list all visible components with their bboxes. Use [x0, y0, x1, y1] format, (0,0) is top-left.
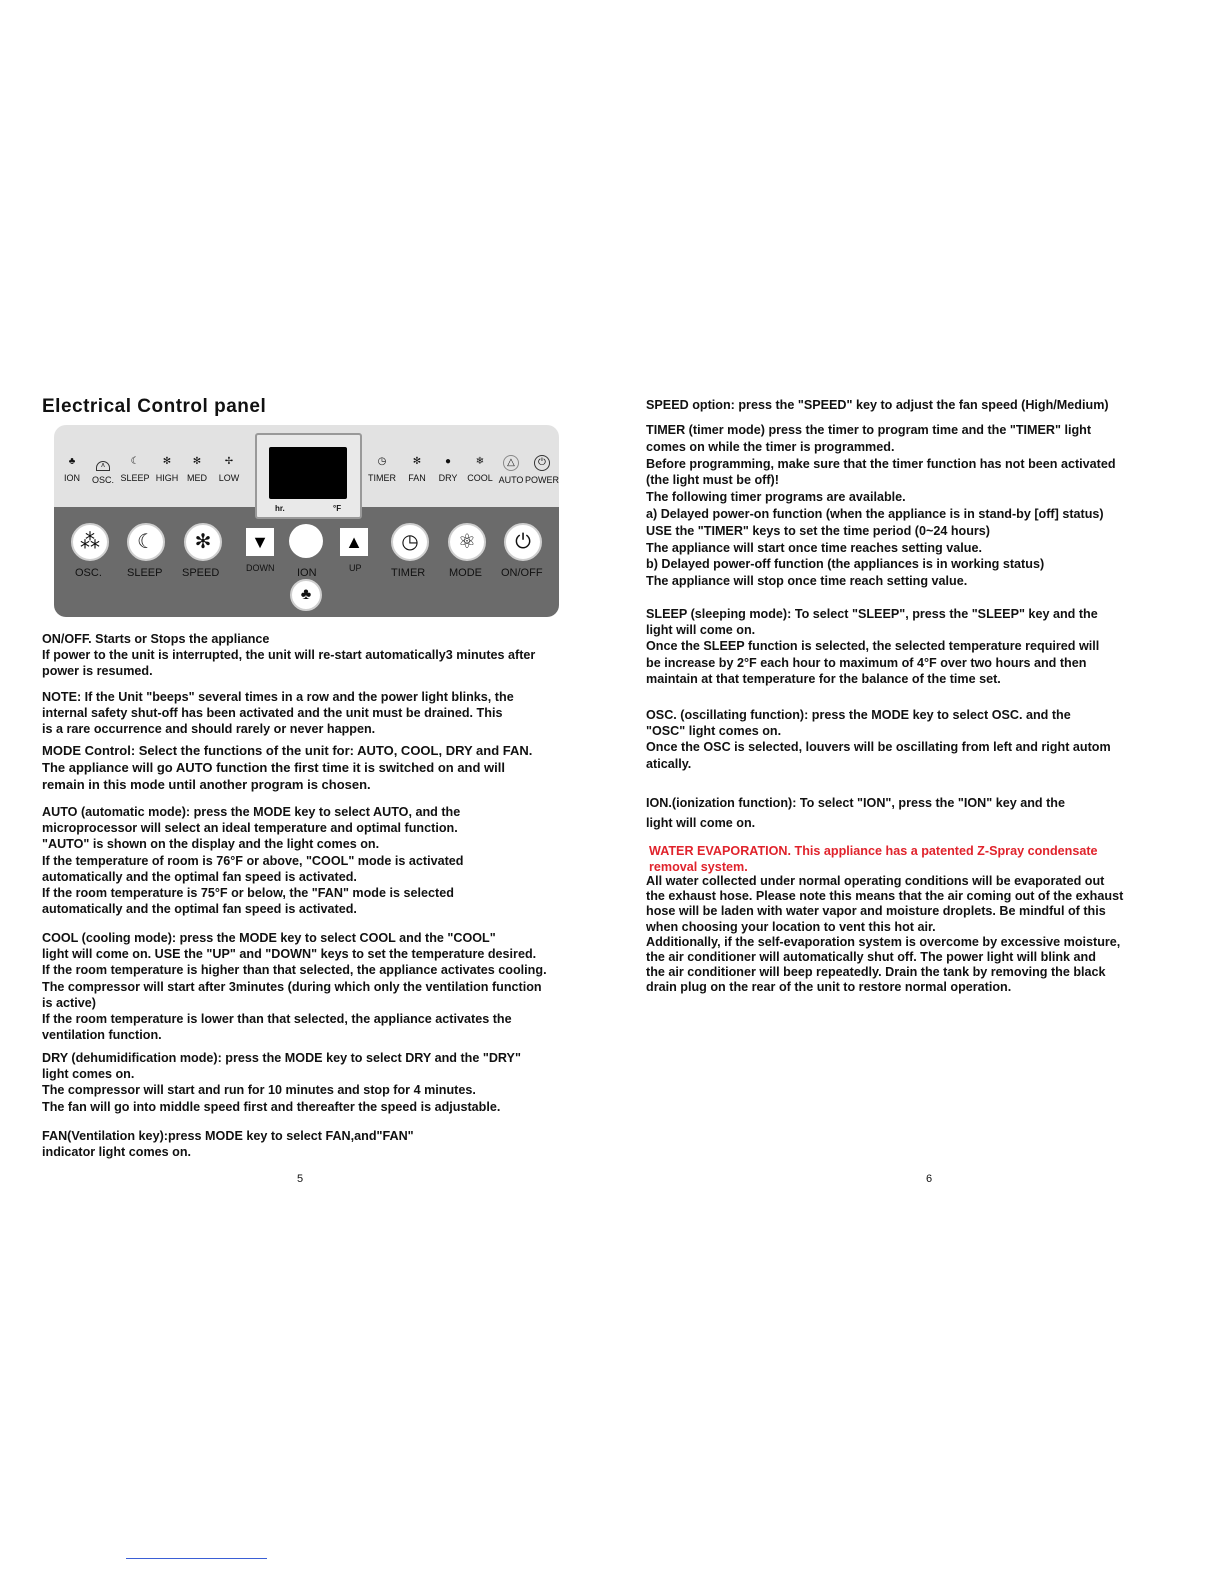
atom-icon: ⚛: [458, 531, 476, 553]
note-text: NOTE: If the Unit "beeps" several times in a row and the power light blinks, the internal safety shut-off has been activated and the unit must be drained. This is a rare occurrence and should rarely or never happen.: [42, 690, 514, 737]
tree-icon: ♣: [68, 456, 76, 467]
osc-text: OSC. (oscillating function): press the MODE key to select OSC. and the "OSC" light comes on. Once the OSC is selected, louvers will be oscillating from left and right autom atically.: [646, 708, 1111, 771]
osc-button-label: OSC.: [75, 567, 102, 579]
ion-tree-badge: [290, 579, 322, 611]
indicator-ion: ♣ ION: [63, 456, 80, 483]
onoff-button-label: ON/OFF: [501, 567, 543, 579]
fan-icon: ✻: [412, 456, 422, 467]
moon-icon: ☾: [137, 531, 155, 553]
cool-section: [42, 930, 587, 1043]
speed-button: [184, 523, 222, 561]
down-button: [246, 528, 274, 556]
ion-button-label: ION: [297, 567, 317, 579]
page-number-left: 5: [297, 1173, 304, 1185]
tree-icon: ♣: [300, 586, 312, 603]
speed-section: [646, 397, 1191, 413]
mode-section: [42, 742, 587, 793]
indicator-auto: △ AUTO: [498, 457, 524, 485]
clock-icon: ◷: [377, 456, 387, 467]
indicator-osc: ʌ OSC.: [91, 462, 114, 485]
ion-section: [646, 793, 1191, 833]
speed-button-label: SPEED: [182, 567, 220, 579]
ion-text: ION.(ionization function): To select "ION", press the "ION" key and the light will come on.: [646, 796, 1065, 830]
lcd-screen: [269, 447, 347, 499]
osc-button: [71, 523, 109, 561]
triangle-up-icon: ▲: [345, 532, 363, 552]
timer-button: [391, 523, 429, 561]
auto-section: [42, 804, 587, 917]
dry-text: DRY (dehumidification mode): press the MODE key to select DRY and the "DRY" light comes on. The compressor will start and run for 10 minutes and stop for 4 minutes. The fan will go into middle speed first and thereafter the speed is adjustable.: [42, 1051, 521, 1114]
fan-icon: ✻: [162, 456, 172, 467]
triangle-down-icon: ▼: [251, 532, 269, 552]
timer-button-label: TIMER: [391, 567, 426, 579]
water-evaporation-heading: [649, 843, 1189, 875]
moon-icon: ☾: [130, 456, 140, 467]
mode-button: [448, 523, 486, 561]
drop-icon: ●: [444, 456, 452, 467]
page-number-right: 6: [926, 1173, 933, 1185]
sleep-button-label: SLEEP: [127, 567, 163, 579]
water-body-text: All water collected under normal operating conditions will be evaporated out the exhaust hose. Please note this means that the air coming out of the exhaust hose will be laden with water vapor and moisture droplets. Be mindful of this when choosing your location to vent this hot air. Additionally, if the self-evaporation system is overcome by excessive moisture, the air conditioner will automatically shut off. The power light will blink and the air conditioner will beep repeatedly. Drain the tank by removing the black drain plug on the rear of the unit to restore normal operation.: [646, 874, 1124, 995]
fan-icon: ✻: [194, 531, 212, 553]
up-button-label: UP: [349, 563, 362, 573]
onoff-button: [504, 523, 542, 561]
indicator-sleep: ☾ SLEEP: [120, 456, 150, 483]
power-icon: ⏻: [515, 531, 531, 553]
water-heading-text: WATER EVAPORATION. This appliance has a patented Z-Spray condensate removal system.: [649, 844, 1098, 875]
timer-text: TIMER (timer mode) press the timer to program time and the "TIMER" light comes on while the timer is programmed. Before programming, make sure that the timer function has not been activated (the light must be off)! The following timer programs are available. a) Delayed power-on function (when the appliance is in stand-by [off] status) USE the "TIMER" keys to set the time period (0~24 hours) The appliance will start once time reaches setting value. b) Delayed power-off function (the appliances is in working status) The appliance will stop once time reach setting value.: [646, 423, 1116, 589]
water-evaporation-section: [646, 874, 1191, 996]
onoff-section: [42, 631, 587, 680]
sleep-section: [646, 606, 1191, 687]
control-panel-diagram: [54, 425, 559, 617]
bottom-link-underline: [126, 1558, 267, 1559]
clock-icon: ◷: [401, 531, 419, 553]
snowflake-icon: ❄: [475, 456, 485, 467]
power-icon: ⏻: [534, 455, 550, 471]
fan-icon: ✢: [224, 456, 234, 467]
triangle-icon: △: [503, 455, 519, 471]
onoff-text: ON/OFF. Starts or Stops the appliance If power to the unit is interrupted, the unit will re-start automatically3 minutes after power is resumed.: [42, 632, 536, 679]
fan-section: [42, 1128, 587, 1160]
osc-section: [646, 707, 1191, 772]
indicator-timer: ◷ TIMER: [368, 456, 396, 483]
fan-icon: ✻: [192, 456, 202, 467]
indicator-low: ✢ LOW: [218, 456, 240, 483]
cool-text: COOL (cooling mode): press the MODE key to select COOL and the "COOL" light will come on. USE the "UP" and "DOWN" keys to set the temperature desired. If the room temperature is higher than that selected, the appliance activates cooling. The compressor will start after 3minutes (during which only the ventilation function is active) If the room temperature is lower than that selected, the appliance activates the ventilation function.: [42, 931, 547, 1043]
fan-text: FAN(Ventilation key):press MODE key to select FAN,and"FAN" indicator light comes on.: [42, 1129, 414, 1160]
fan-arc-icon: ⁂: [80, 531, 100, 553]
up-button: [340, 528, 368, 556]
ion-button: [289, 524, 323, 558]
auto-text: AUTO (automatic mode): press the MODE key to select AUTO, and the microprocessor will select an ideal temperature and optimal function. "AUTO" is shown on the display and the light comes on. If the temperature of room is 76°F or above, "COOL" mode is activated automatically and the optimal fan speed is activated. If the room temperature is 75°F or below, the "FAN" mode is selected automatically and the optimal fan speed is activated.: [42, 805, 464, 917]
fan-arc-icon: ʌ: [96, 461, 110, 471]
indicator-dry: ● DRY: [438, 456, 458, 483]
dry-section: [42, 1050, 587, 1115]
mode-text: MODE Control: Select the functions of the unit for: AUTO, COOL, DRY and FAN. The appliance will go AUTO function the first time it is switched on and will remain in this mode until another program is chosen.: [42, 743, 533, 792]
sleep-text: SLEEP (sleeping mode): To select "SLEEP", press the "SLEEP" key and the light will come on. Once the SLEEP function is selected, the selected temperature required will be increase by 2°F each hour to maximum of 4°F over two hours and then maintain at that temperature for the balance of the time set.: [646, 607, 1100, 686]
sleep-button: [127, 523, 165, 561]
speed-text: SPEED option: press the "SPEED" key to adjust the fan speed (High/Medium): [646, 398, 1109, 412]
section-title: Electrical Control panel: [42, 396, 267, 417]
indicator-med: ✻ MED: [187, 456, 207, 483]
timer-section: [646, 422, 1191, 590]
indicator-power: ⏻ POWER: [525, 457, 559, 485]
display-unit-hours: hr.: [275, 504, 285, 513]
mode-button-label: MODE: [449, 567, 482, 579]
down-button-label: DOWN: [246, 563, 275, 573]
display-window: [255, 433, 362, 519]
indicator-cool: ❄ COOL: [467, 456, 493, 483]
display-unit-fahrenheit: °F: [333, 504, 342, 513]
indicator-high: ✻ HIGH: [155, 456, 179, 483]
note-section: [42, 689, 587, 738]
indicator-fan: ✻ FAN: [408, 456, 426, 483]
